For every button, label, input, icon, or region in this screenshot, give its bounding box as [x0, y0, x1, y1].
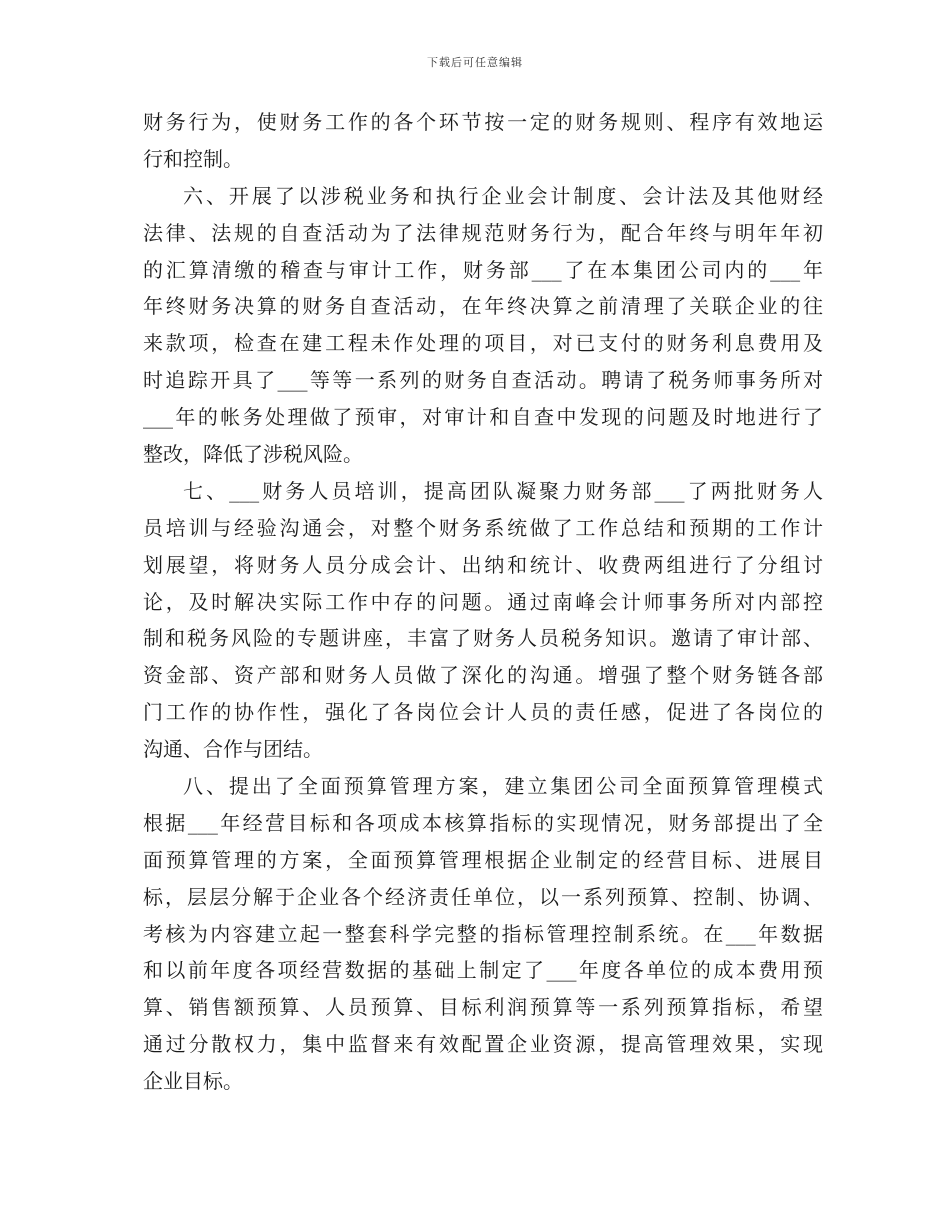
- text-line: 财务行为，使财务工作的各个环节按一定的财务规则、程序有效地运: [143, 110, 823, 134]
- text-line: 标，层层分解于企业各个经济责任单位，以一系列预算、控制、协调、: [143, 884, 823, 909]
- text-line: 沟通、合作与团结。: [143, 737, 323, 762]
- text-line: 整改，降低了涉税风险。: [143, 442, 363, 467]
- text-line: 考核为内容建立起一整套科学完整的指标管理控制系统。在___年数据: [143, 921, 823, 946]
- text-line: 论，及时解决实际工作中存的问题。通过南峰会计师事务所对内部控: [143, 589, 823, 614]
- text-line: 六、开展了以涉税业务和执行企业会计制度、会计法及其他财经: [183, 183, 823, 208]
- text-line: 七、___财务人员培训，提高团队凝聚力财务部___了两批财务人: [183, 478, 823, 503]
- paragraph-section-seven: [143, 473, 823, 768]
- text-line: 门工作的协作性，强化了各岗位会计人员的责任感，促进了各岗位的: [143, 700, 823, 725]
- text-line: 算、销售额预算、人员预算、目标利润预算等一系列预算指标，希望: [143, 995, 823, 1020]
- text-line: 面预算管理的方案，全面预算管理根据企业制定的经营目标、进展目: [143, 847, 823, 872]
- paragraph-section-eight: [143, 768, 823, 1100]
- text-line: 法律、法规的自查活动为了法律规范财务行为，配合年终与明年年初: [143, 220, 823, 245]
- text-line: 年终财务决算的财务自查活动，在年终决算之前清理了关联企业的往: [143, 294, 823, 319]
- page-header: 下载后可任意编辑: [427, 56, 523, 69]
- text-line: 和以前年度各项经营数据的基础上制定了___年度各单位的成本费用预: [143, 958, 823, 983]
- document-body: [143, 104, 823, 1100]
- text-line: 企业目标。: [143, 1069, 243, 1094]
- paragraph-section-six: [143, 178, 823, 473]
- text-line: 制和税务风险的专题讲座，丰富了财务人员税务知识。邀请了审计部、: [143, 626, 823, 651]
- text-line: 员培训与经验沟通会，对整个财务系统做了工作总结和预期的工作计: [143, 515, 823, 540]
- text-line: 的汇算清缴的稽查与审计工作，财务部___了在本集团公司内的___年: [143, 257, 823, 282]
- text-line: 划展望，将财务人员分成会计、出纳和统计、收费两组进行了分组讨: [143, 552, 823, 577]
- text-line: 来款项，检查在建工程未作处理的项目，对已支付的财务利息费用及: [143, 331, 823, 356]
- text-line: 根据___年经营目标和各项成本核算指标的实现情况，财务部提出了全: [143, 810, 823, 835]
- text-line: 八、提出了全面预算管理方案，建立集团公司全面预算管理模式: [183, 774, 823, 799]
- text-line: 资金部、资产部和财务人员做了深化的沟通。增强了整个财务链各部: [143, 663, 823, 688]
- text-line: 通过分散权力，集中监督来有效配置企业资源，提高管理效果，实现: [143, 1032, 823, 1057]
- text-line: ___年的帐务处理做了预审，对审计和自查中发现的问题及时地进行了: [143, 405, 823, 430]
- paragraph-continuation: [143, 104, 823, 178]
- text-line: 时追踪开具了___等等一系列的财务自查活动。聘请了税务师事务所对: [143, 368, 823, 393]
- text-line: 行和控制。: [143, 146, 243, 171]
